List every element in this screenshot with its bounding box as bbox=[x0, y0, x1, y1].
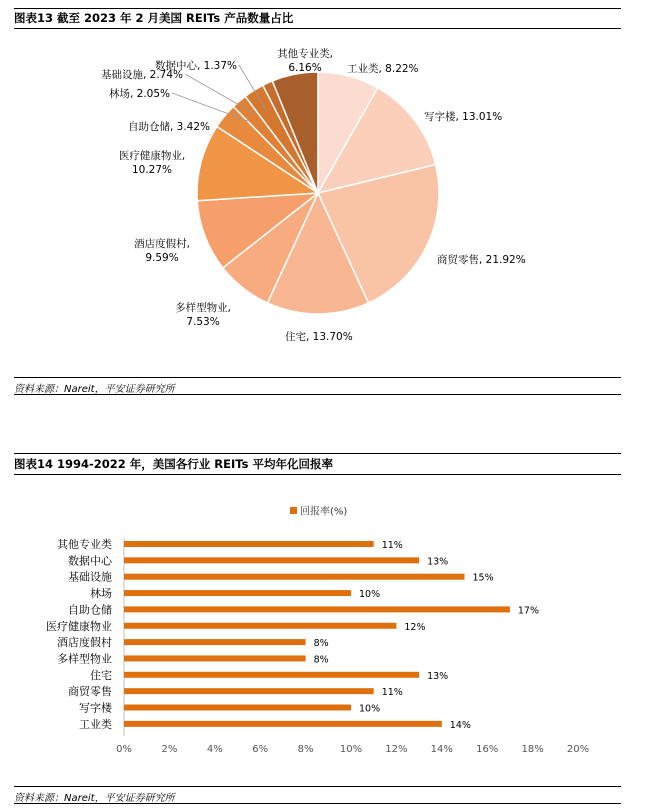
pie-label-11: 其他专业类, 6.16% bbox=[277, 48, 333, 74]
pie-label-2: 商贸零售, 21.92% bbox=[437, 254, 526, 266]
category-label-2: 基础设施 bbox=[68, 570, 112, 584]
category-label-5: 医疗健康物业 bbox=[46, 619, 112, 633]
value-label-11: 14% bbox=[449, 719, 471, 731]
pie-label-10: 数据中心, 1.37% bbox=[154, 60, 237, 72]
category-label-10: 写字楼 bbox=[79, 701, 112, 715]
value-label-8: 13% bbox=[427, 670, 449, 682]
pie-label-7: 自助仓储, 3.42% bbox=[127, 121, 210, 133]
pie-label-9: 基础设施, 2.74% bbox=[100, 69, 183, 81]
legend-label: 回报率(%) bbox=[300, 506, 348, 518]
x-tick-label-3: 6% bbox=[252, 744, 269, 755]
category-label-3: 林场 bbox=[90, 587, 112, 601]
bar-2 bbox=[124, 574, 465, 580]
category-label-4: 自助仓储 bbox=[68, 603, 112, 617]
fig14-title: 图表14 1994-2022 年，美国各行业 REITs 平均年化回报率 bbox=[14, 457, 333, 471]
value-label-4: 17% bbox=[517, 605, 540, 617]
fig14-source-rule-top bbox=[14, 786, 621, 787]
category-label-0: 其他专业类 bbox=[57, 538, 112, 551]
x-tick-label-7: 14% bbox=[430, 744, 453, 755]
value-label-5: 12% bbox=[404, 621, 426, 633]
bar-9 bbox=[124, 688, 374, 694]
x-tick-label-6: 12% bbox=[385, 744, 408, 755]
pie-label-4: 多样型物业, 7.53% bbox=[175, 302, 231, 328]
bar-11 bbox=[124, 721, 442, 727]
category-label-1: 数据中心 bbox=[68, 554, 112, 568]
x-tick-label-8: 16% bbox=[476, 744, 499, 755]
bar-3 bbox=[124, 590, 351, 596]
category-label-9: 商贸零售 bbox=[68, 685, 112, 699]
bar-0 bbox=[124, 541, 374, 547]
fig13-title-rule bbox=[14, 28, 621, 29]
category-label-11: 工业类 bbox=[79, 717, 112, 731]
fig14-source: 资料来源：Nareit，平安证券研究所 bbox=[14, 793, 175, 804]
bar-7 bbox=[124, 655, 306, 661]
pie-chart bbox=[0, 30, 647, 380]
pie-label-5: 酒店度假村, 9.59% bbox=[134, 238, 190, 264]
fig13-source: 资料来源：Nareit，平安证券研究所 bbox=[14, 384, 175, 395]
value-label-0: 11% bbox=[381, 540, 403, 551]
x-tick-label-4: 8% bbox=[297, 744, 314, 755]
category-label-6: 酒店度假村 bbox=[57, 636, 112, 650]
category-label-8: 住宅 bbox=[90, 668, 112, 682]
x-tick-label-0: 0% bbox=[116, 744, 132, 755]
bar-4 bbox=[124, 606, 510, 612]
fig13-top-rule bbox=[14, 8, 621, 9]
fig13-title: 图表13 截至 2023 年 2 月美国 REITs 产品数量占比 bbox=[14, 11, 294, 25]
value-label-9: 11% bbox=[381, 687, 403, 699]
fig13-source-rule-bottom bbox=[14, 394, 621, 395]
value-label-6: 8% bbox=[313, 638, 329, 650]
fig13-source-rule-top bbox=[14, 377, 621, 378]
fig14-top-rule bbox=[14, 453, 621, 454]
x-tick-label-5: 10% bbox=[339, 744, 363, 755]
value-label-7: 8% bbox=[313, 654, 329, 666]
x-tick-label-9: 18% bbox=[521, 744, 544, 755]
bar-6 bbox=[124, 639, 306, 645]
value-label-10: 10% bbox=[359, 703, 381, 715]
bar-8 bbox=[124, 672, 419, 678]
value-label-1: 13% bbox=[427, 556, 449, 568]
x-tick-label-2: 4% bbox=[206, 744, 223, 755]
pie-label-0: 工业类, 8.22% bbox=[347, 63, 419, 75]
pie-label-3: 住宅, 13.70% bbox=[285, 331, 353, 343]
x-tick-label-1: 2% bbox=[161, 744, 178, 755]
value-label-2: 15% bbox=[472, 572, 494, 584]
bar-10 bbox=[124, 705, 351, 711]
value-label-3: 10% bbox=[359, 589, 381, 601]
pie-label-8: 林场, 2.05% bbox=[108, 88, 170, 100]
fig14-source-rule-bottom bbox=[14, 803, 621, 804]
pie-label-1: 写字楼, 13.01% bbox=[424, 111, 503, 123]
legend-swatch bbox=[290, 507, 297, 514]
pie-leader-line-9 bbox=[185, 74, 255, 114]
bar-chart bbox=[0, 476, 647, 776]
x-tick-label-10: 20% bbox=[566, 744, 590, 755]
bar-1 bbox=[124, 557, 419, 563]
category-label-7: 多样型物业 bbox=[57, 652, 112, 666]
bar-5 bbox=[124, 623, 396, 629]
pie-label-6: 医疗健康物业, 10.27% bbox=[118, 150, 186, 176]
fig14-title-rule bbox=[14, 474, 621, 475]
